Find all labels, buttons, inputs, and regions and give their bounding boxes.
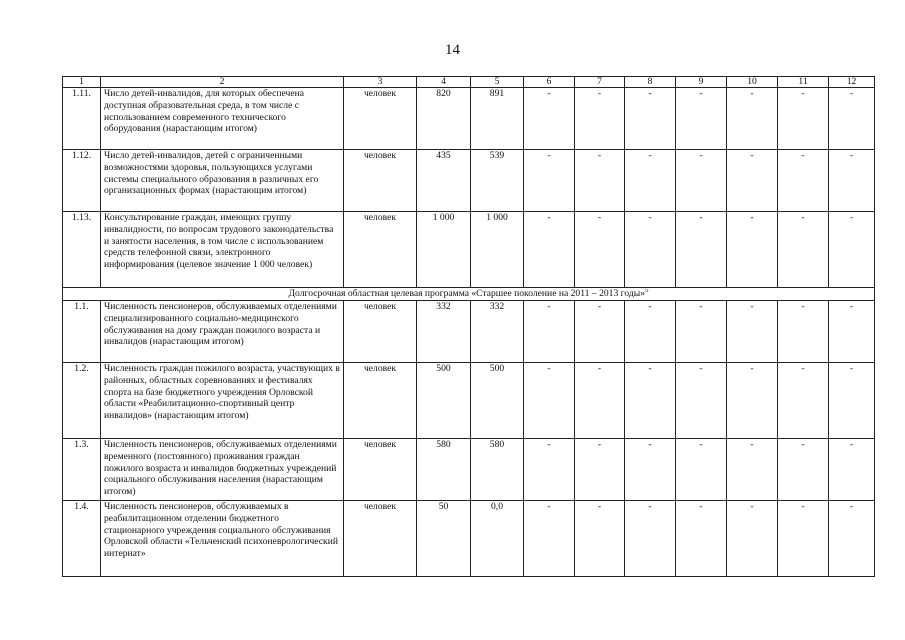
program-title-cell bbox=[63, 288, 875, 301]
table-row bbox=[63, 212, 875, 288]
value-col-4: 50 bbox=[417, 501, 471, 577]
value-col-6: - bbox=[524, 363, 575, 439]
row-number: 1.1. bbox=[63, 301, 101, 363]
table-row bbox=[63, 301, 875, 363]
value-col-9: - bbox=[676, 363, 727, 439]
unit-cell: человек bbox=[344, 150, 417, 212]
value-col-11: - bbox=[778, 363, 829, 439]
value-col-7: - bbox=[575, 439, 625, 501]
row-number: 1.4. bbox=[63, 501, 101, 577]
table-row bbox=[63, 88, 875, 150]
value-col-11: - bbox=[778, 301, 829, 363]
value-col-8: - bbox=[625, 150, 676, 212]
value-col-8: - bbox=[625, 363, 676, 439]
value-col-4: 1 000 bbox=[417, 212, 471, 288]
indicators-table bbox=[62, 76, 875, 577]
indicator-name: Численность пенсионеров, обслуживаемых отделениями специализированного социально-медицинского обслуживания на дому граждан пожилого возраста и инвалидов (нарастающим итогом) bbox=[101, 301, 344, 363]
row-number: 1.12. bbox=[63, 150, 101, 212]
value-col-4: 435 bbox=[417, 150, 471, 212]
column-header: 11 bbox=[778, 77, 829, 88]
value-col-7: - bbox=[575, 363, 625, 439]
indicator-name: Численность пенсионеров, обслуживаемых в реабилитационном отделении бюджетного стационарного учреждения социального обслуживания Орловской области «Тельченский психоневрологический интернат» bbox=[101, 501, 344, 577]
value-col-10: - bbox=[727, 439, 778, 501]
value-col-12: - bbox=[829, 301, 875, 363]
value-col-12: - bbox=[829, 501, 875, 577]
page-number: 14 bbox=[445, 42, 460, 58]
unit-cell: человек bbox=[344, 501, 417, 577]
value-col-5: 539 bbox=[471, 150, 524, 212]
value-col-11: - bbox=[778, 439, 829, 501]
value-col-8: - bbox=[625, 88, 676, 150]
column-header: 5 bbox=[471, 77, 524, 88]
indicator-name: Число детей-инвалидов, детей с ограниченными возможностями здоровья, пользующихся услугами системы специального образования в различных его организационных формах (нарастающим итогом) bbox=[101, 150, 344, 212]
value-col-4: 332 bbox=[417, 301, 471, 363]
value-col-7: - bbox=[575, 301, 625, 363]
table-row bbox=[63, 363, 875, 439]
value-col-7: - bbox=[575, 88, 625, 150]
value-col-7: - bbox=[575, 150, 625, 212]
value-col-12: - bbox=[829, 212, 875, 288]
column-header: 4 bbox=[417, 77, 471, 88]
value-col-6: - bbox=[524, 501, 575, 577]
indicator-name: Численность пенсионеров, обслуживаемых отделениями временного (постоянного) проживания граждан пожилого возраста и инвалидов бюджетных учреждений социального обслуживания населения (нарастающим итогом) bbox=[101, 439, 344, 501]
value-col-9: - bbox=[676, 501, 727, 577]
indicator-name: Число детей-инвалидов, для которых обеспечена доступная образовательная среда, в том числе с использованием современного технического оборудования (нарастающим итогом) bbox=[101, 88, 344, 150]
column-header: 2 bbox=[101, 77, 344, 88]
value-col-7: - bbox=[575, 212, 625, 288]
value-col-6: - bbox=[524, 88, 575, 150]
column-header: 12 bbox=[829, 77, 875, 88]
column-header: 7 bbox=[575, 77, 625, 88]
value-col-5: 332 bbox=[471, 301, 524, 363]
row-number: 1.2. bbox=[63, 363, 101, 439]
value-col-12: - bbox=[829, 88, 875, 150]
indicator-name: Численность граждан пожилого возраста, участвующих в районных, областных соревнованиях и фестивалях спорта на базе бюджетного учреждения Орловской области «Реабилитационно-спортивный центр инвалидов» (нарастающим итогом) bbox=[101, 363, 344, 439]
value-col-11: - bbox=[778, 150, 829, 212]
value-col-8: - bbox=[625, 212, 676, 288]
row-number: 1.13. bbox=[63, 212, 101, 288]
value-col-4: 820 bbox=[417, 88, 471, 150]
value-col-9: - bbox=[676, 150, 727, 212]
value-col-10: - bbox=[727, 88, 778, 150]
column-header: 10 bbox=[727, 77, 778, 88]
value-col-5: 891 bbox=[471, 88, 524, 150]
unit-cell: человек bbox=[344, 439, 417, 501]
value-col-11: - bbox=[778, 88, 829, 150]
unit-cell: человек bbox=[344, 301, 417, 363]
value-col-12: - bbox=[829, 363, 875, 439]
value-col-4: 580 bbox=[417, 439, 471, 501]
value-col-6: - bbox=[524, 150, 575, 212]
value-col-5: 0,0 bbox=[471, 501, 524, 577]
value-col-9: - bbox=[676, 301, 727, 363]
value-col-9: - bbox=[676, 88, 727, 150]
column-header: 1 bbox=[63, 77, 101, 88]
value-col-10: - bbox=[727, 212, 778, 288]
value-col-7: - bbox=[575, 501, 625, 577]
program-title: Долгосрочная областная целевая программа «Старшее поколение на 2011 – 2013 годы» bbox=[288, 288, 645, 299]
value-col-5: 580 bbox=[471, 439, 524, 501]
value-col-10: - bbox=[727, 501, 778, 577]
value-col-5: 1 000 bbox=[471, 212, 524, 288]
value-col-12: - bbox=[829, 150, 875, 212]
column-header: 3 bbox=[344, 77, 417, 88]
unit-cell: человек bbox=[344, 363, 417, 439]
value-col-11: - bbox=[778, 501, 829, 577]
value-col-9: - bbox=[676, 212, 727, 288]
value-col-5: 500 bbox=[471, 363, 524, 439]
column-header: 9 bbox=[676, 77, 727, 88]
table-row bbox=[63, 150, 875, 212]
unit-cell: человек bbox=[344, 212, 417, 288]
value-col-12: - bbox=[829, 439, 875, 501]
row-number: 1.3. bbox=[63, 439, 101, 501]
value-col-4: 500 bbox=[417, 363, 471, 439]
unit-cell: человек bbox=[344, 88, 417, 150]
value-col-6: - bbox=[524, 212, 575, 288]
value-col-8: - bbox=[625, 501, 676, 577]
value-col-10: - bbox=[727, 363, 778, 439]
value-col-9: - bbox=[676, 439, 727, 501]
program-section-row bbox=[63, 288, 875, 301]
row-number: 1.11. bbox=[63, 88, 101, 150]
value-col-11: - bbox=[778, 212, 829, 288]
indicator-name: Консультирование граждан, имеющих группу инвалидности, по вопросам трудового законодательства и занятости населения, в том числе с использованием средств телефонной связи, электронного информирования (целевое значение 1 000 человек) bbox=[101, 212, 344, 288]
value-col-10: - bbox=[727, 301, 778, 363]
column-header: 8 bbox=[625, 77, 676, 88]
footnote-mark: 5 bbox=[645, 287, 649, 294]
value-col-6: - bbox=[524, 301, 575, 363]
value-col-6: - bbox=[524, 439, 575, 501]
value-col-8: - bbox=[625, 301, 676, 363]
column-header: 6 bbox=[524, 77, 575, 88]
value-col-8: - bbox=[625, 439, 676, 501]
table-row bbox=[63, 439, 875, 501]
table-row bbox=[63, 501, 875, 577]
column-header-row bbox=[63, 77, 875, 88]
value-col-10: - bbox=[727, 150, 778, 212]
